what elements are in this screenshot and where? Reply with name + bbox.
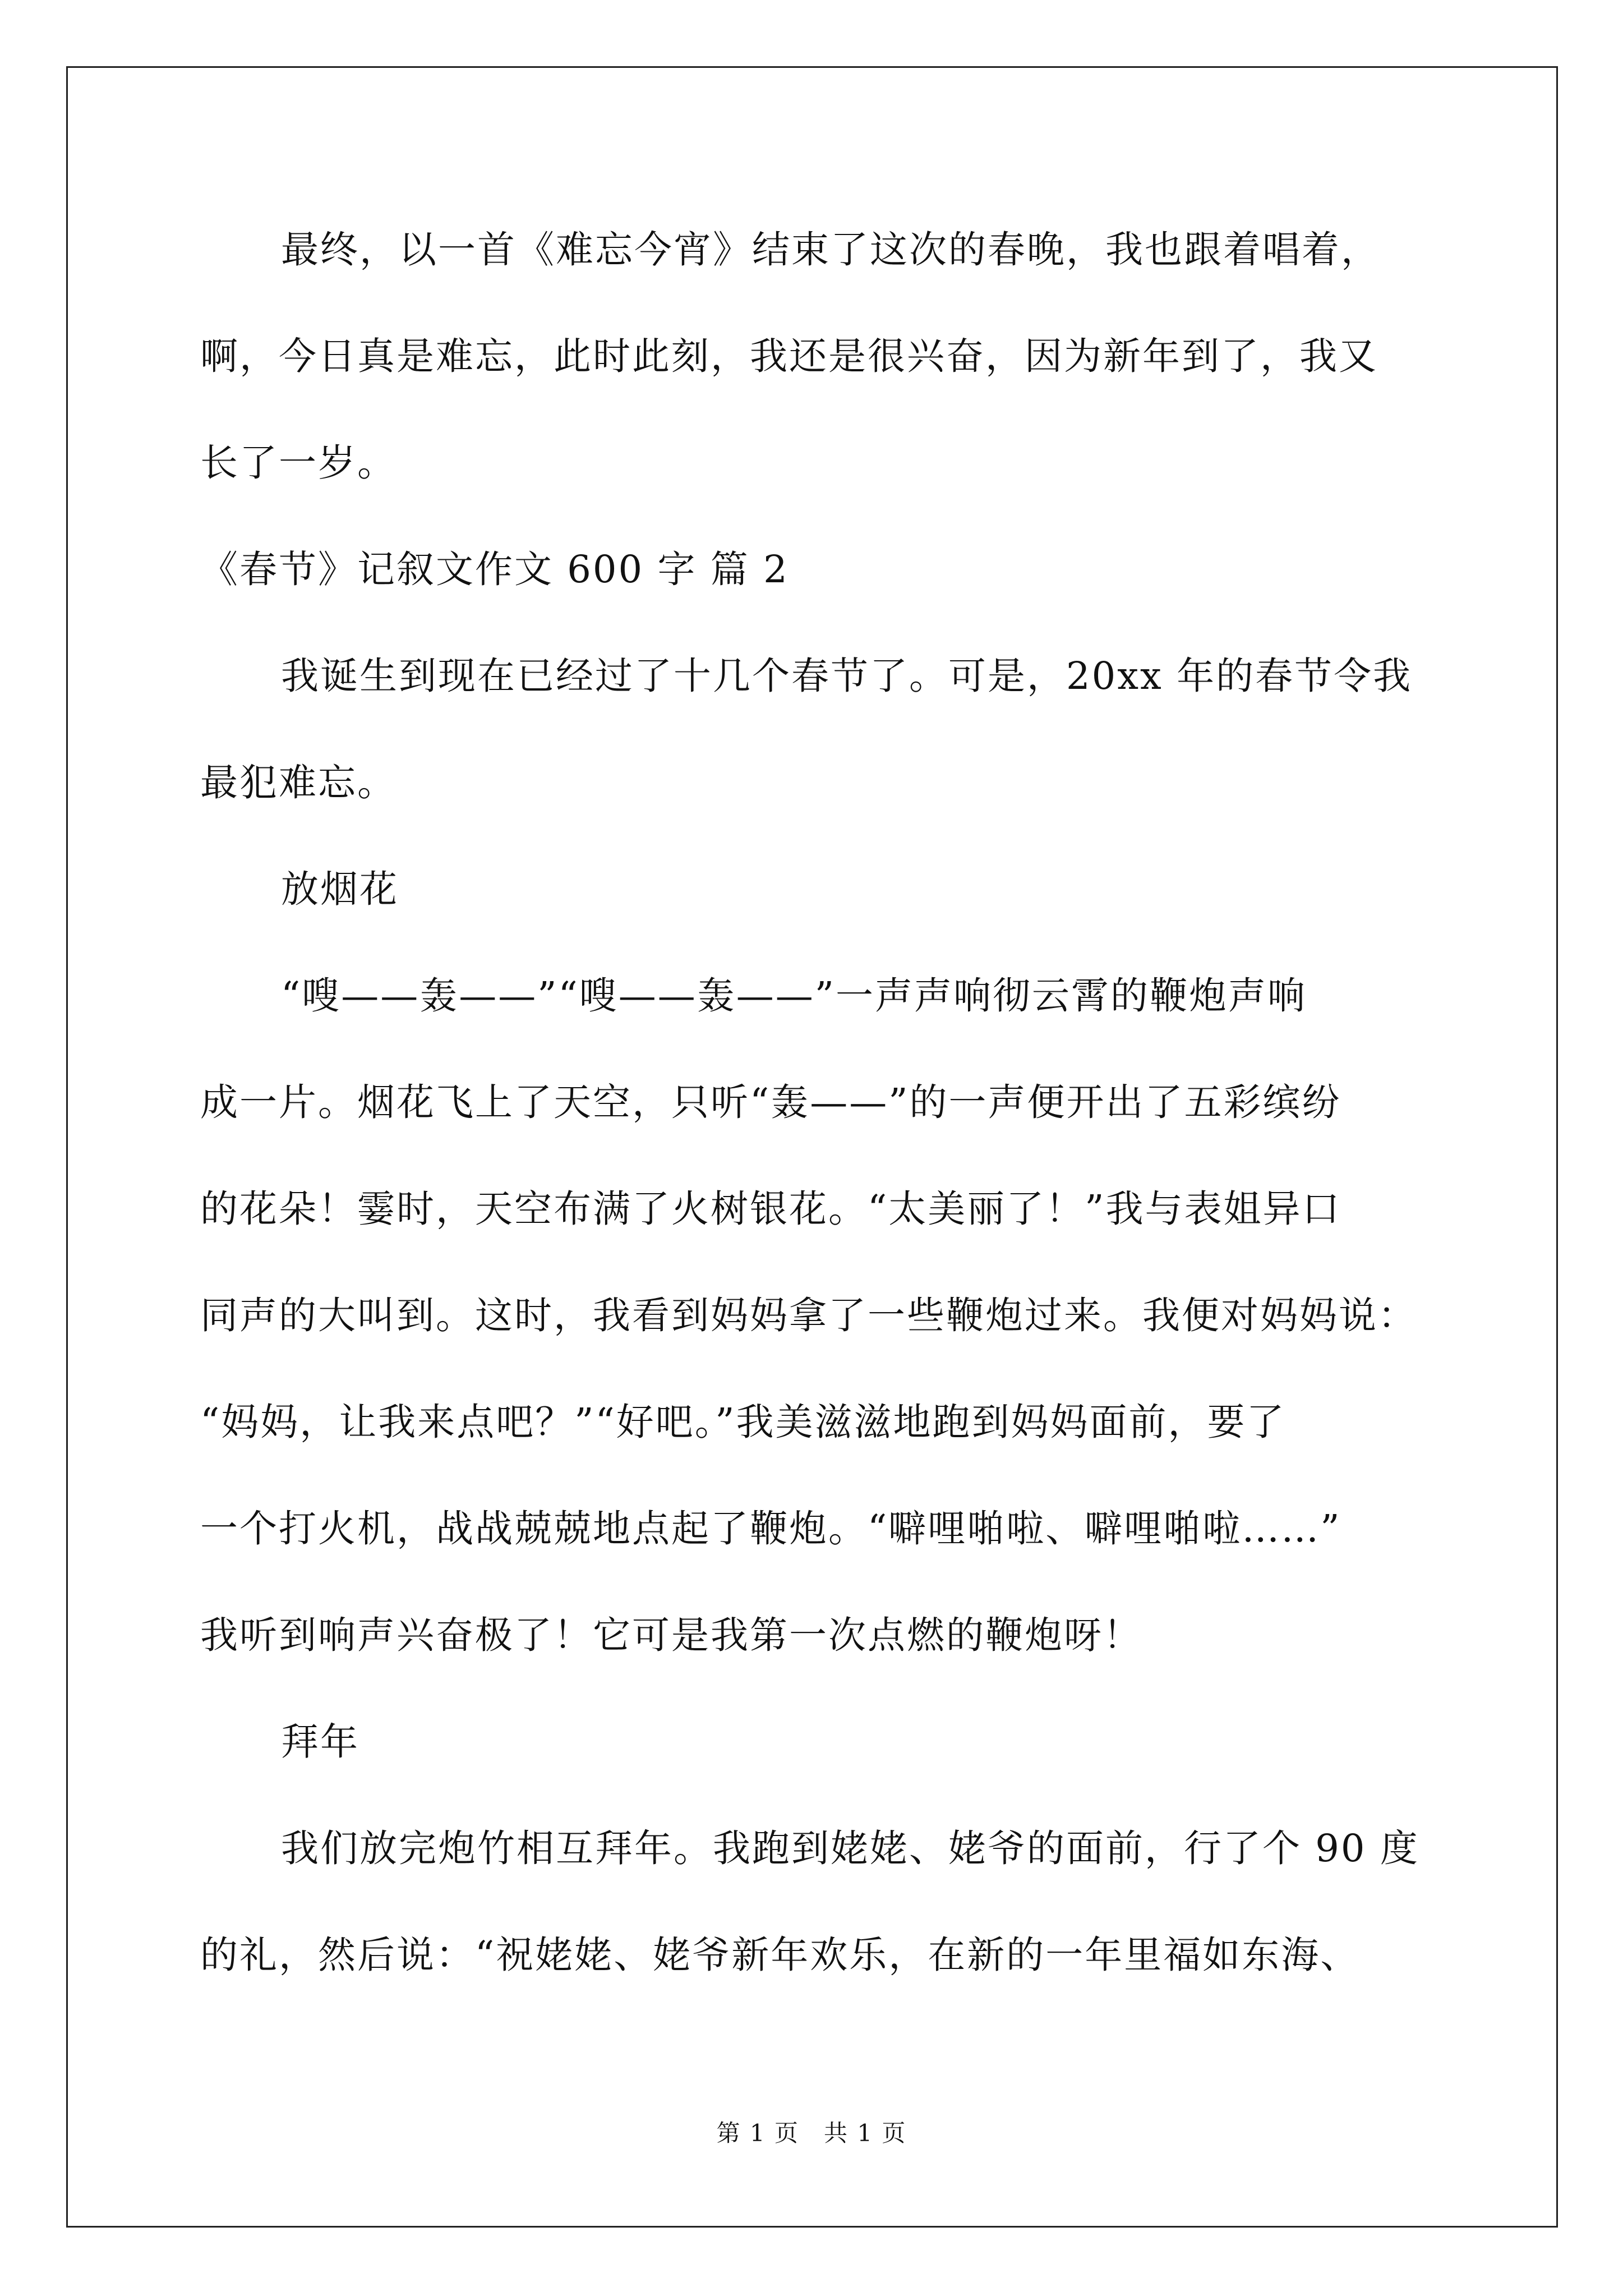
section-heading: 《春节》记叙文作文 600 字 篇 2 — [200, 547, 789, 591]
text-line: “妈妈，让我来点吧？”“好吧。”我美滋滋地跑到妈妈面前，要了 — [200, 1400, 1286, 1444]
text-line: 我诞生到现在已经过了十几个春节了。可是，20xx 年的春节令我 — [281, 654, 1413, 698]
text-line: 我们放完炮竹相互拜年。我跑到姥姥、姥爷的面前，行了个 90 度 — [281, 1826, 1419, 1870]
document-body — [200, 216, 1428, 2028]
text-line: 成一片。烟花飞上了天空，只听“轰——”的一声便开出了五彩缤纷 — [200, 1080, 1341, 1124]
page-footer: 第 1 页 共 1 页 — [716, 2119, 907, 2147]
text-line: 的花朵！霎时，天空布满了火树银花。“太美丽了！”我与表姐异口 — [200, 1187, 1341, 1231]
subheading: 放烟花 — [281, 867, 399, 911]
text-line: “嗖——轰——”“嗖——轰——”一声声响彻云霄的鞭炮声响 — [281, 974, 1307, 1018]
text-line: 一个打火机，战战兢兢地点起了鞭炮。“噼哩啪啦、噼哩啪啦……” — [200, 1507, 1341, 1550]
text-line: 最终，以一首《难忘今宵》结束了这次的春晚，我也跟着唱着， — [281, 228, 1380, 272]
text-line: 的礼，然后说：“祝姥姥、姥爷新年欢乐，在新的一年里福如东海、 — [200, 1933, 1360, 1977]
text-line: 啊，今日真是难忘，此时此刻，我还是很兴奋，因为新年到了，我又 — [200, 334, 1378, 378]
text-line: 长了一岁。 — [200, 441, 396, 485]
text-line: 同声的大叫到。这时，我看到妈妈拿了一些鞭炮过来。我便对妈妈说： — [200, 1294, 1417, 1337]
text-line: 最犯难忘。 — [200, 761, 396, 804]
text-line: 我听到响声兴奋极了！它可是我第一次点燃的鞭炮呀！ — [200, 1613, 1142, 1657]
subheading: 拜年 — [281, 1720, 359, 1764]
